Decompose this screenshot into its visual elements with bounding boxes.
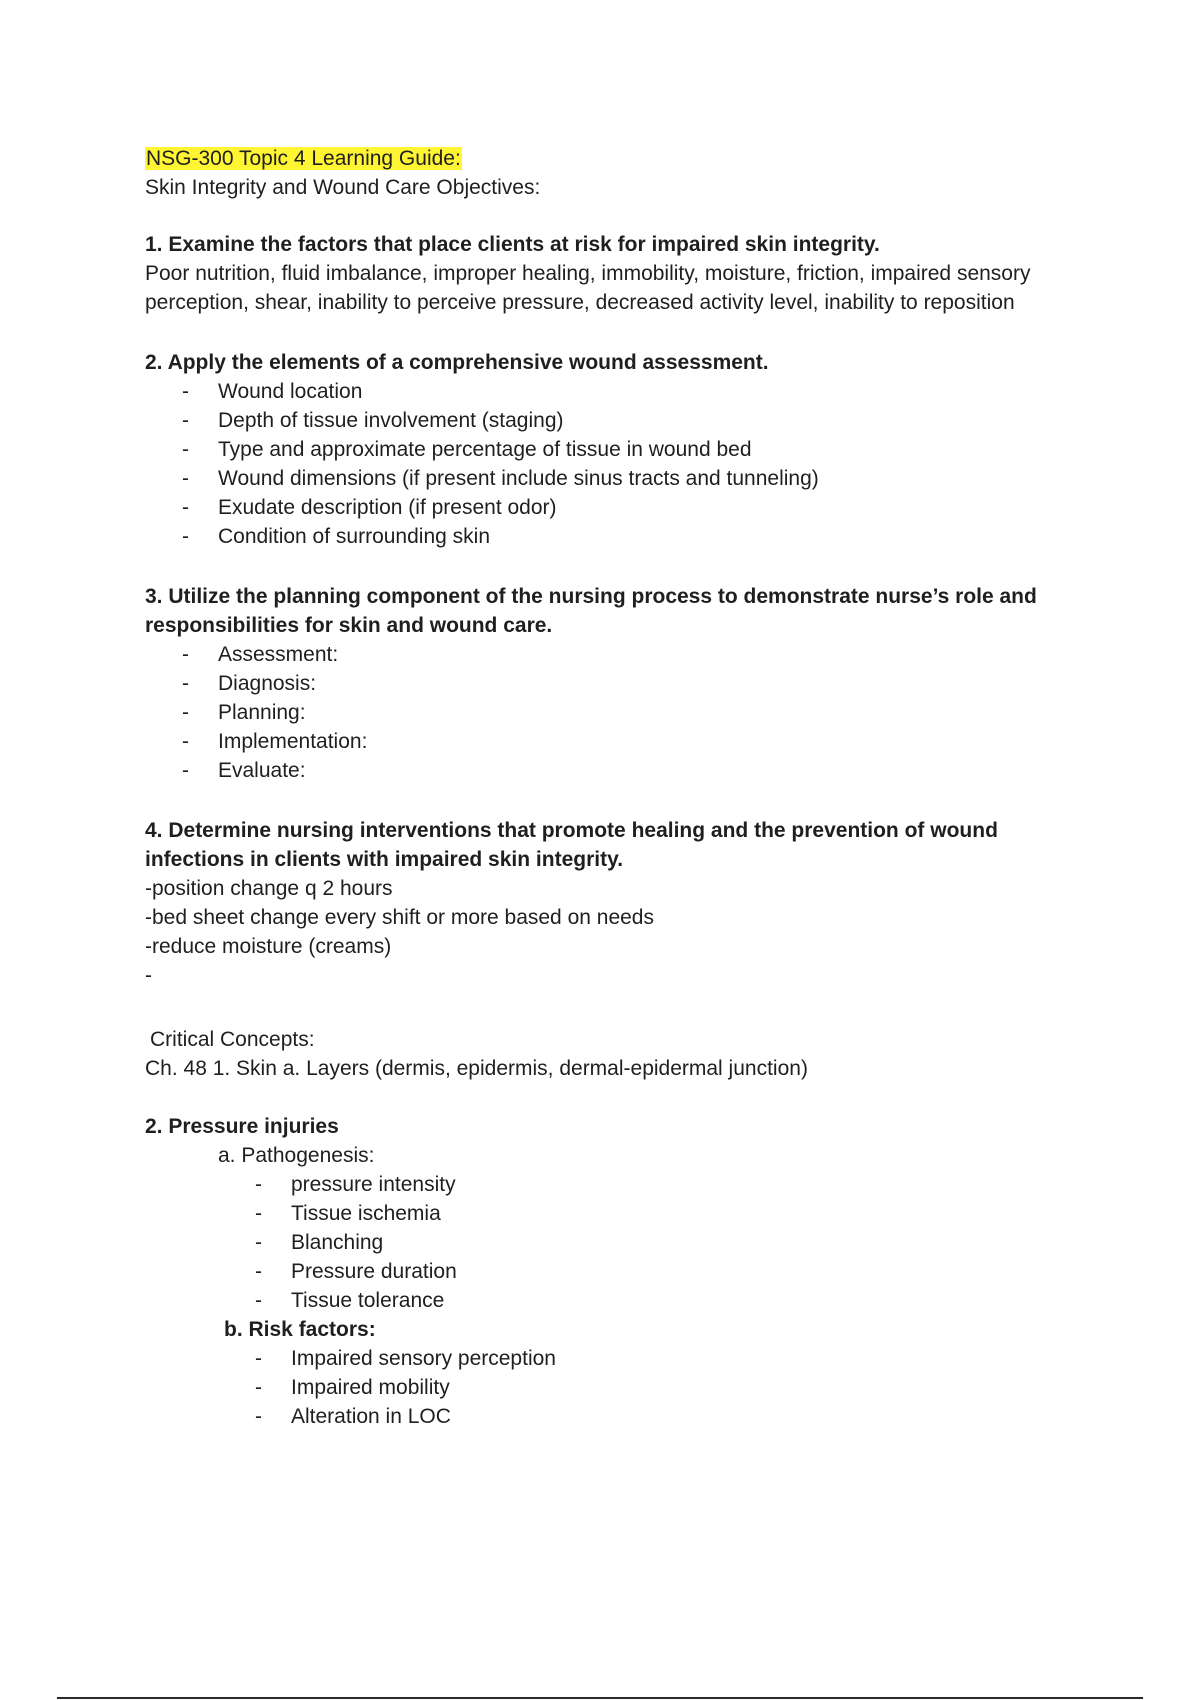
bullet-text: Assessment: — [218, 643, 339, 666]
bullet-text: Pressure duration — [291, 1260, 457, 1283]
objective-1-heading: 1. Examine the factors that place clients at risk for impaired skin integrity. — [145, 233, 880, 256]
objective-4-body-line: -position change q 2 hours — [145, 877, 393, 900]
doc-title — [145, 144, 462, 173]
objective-4-heading: 4. Determine nursing interventions that promote healing and the prevention of wound — [145, 819, 998, 842]
bullet-dash: - — [182, 409, 189, 432]
critical-concepts-label: Critical Concepts: — [150, 1028, 315, 1051]
bullet-dash: - — [255, 1405, 262, 1428]
bullet-text: Wound dimensions (if present include sinus tracts and tunneling) — [218, 467, 819, 490]
doc-title-highlight: NSG-300 Topic 4 Learning Guide: — [146, 147, 461, 170]
objective-4-body-line: -bed sheet change every shift or more based on needs — [145, 906, 654, 929]
bullet-dash: - — [255, 1231, 262, 1254]
bullet-text: pressure intensity — [291, 1173, 456, 1196]
objective-4-body-line: -reduce moisture (creams) — [145, 935, 392, 958]
bullet-text: Wound location — [218, 380, 363, 403]
bullet-dash: - — [182, 380, 189, 403]
bullet-text: Condition of surrounding skin — [218, 525, 490, 548]
bullet-dash: - — [182, 643, 189, 666]
bullet-dash: - — [182, 701, 189, 724]
pathogenesis-label: a. Pathogenesis: — [218, 1144, 375, 1167]
bullet-text: Blanching — [291, 1231, 384, 1254]
bullet-dash: - — [182, 467, 189, 490]
objective-1-body-line: perception, shear, inability to perceive pressure, decreased activity level, inability to reposition — [145, 291, 1015, 314]
bullet-dash: - — [255, 1260, 262, 1283]
objective-3-heading: 3. Utilize the planning component of the nursing process to demonstrate nurse’s role and — [145, 585, 1037, 608]
bullet-text: Impaired mobility — [291, 1376, 450, 1399]
bullet-text: Type and approximate percentage of tissue in wound bed — [218, 438, 752, 461]
critical-skin-line: Ch. 48 1. Skin a. Layers (dermis, epidermis, dermal-epidermal junction) — [145, 1057, 808, 1080]
bullet-text: Exudate description (if present odor) — [218, 496, 557, 519]
objective-4-heading: infections in clients with impaired skin integrity. — [145, 848, 624, 871]
bullet-text: Impaired sensory perception — [291, 1347, 556, 1370]
risk-factors-label: b. Risk factors: — [224, 1318, 376, 1341]
objective-2-heading: 2. Apply the elements of a comprehensive wound assessment. — [145, 351, 769, 374]
bullet-dash: - — [182, 438, 189, 461]
objective-3-heading: responsibilities for skin and wound care. — [145, 614, 553, 637]
doc-subtitle: Skin Integrity and Wound Care Objectives: — [145, 176, 541, 199]
bullet-text: Evaluate: — [218, 759, 306, 782]
bullet-text: Diagnosis: — [218, 672, 317, 695]
bullet-dash: - — [182, 496, 189, 519]
bullet-dash: - — [255, 1289, 262, 1312]
bullet-dash: - — [182, 730, 189, 753]
bullet-text: Alteration in LOC — [291, 1405, 451, 1428]
bullet-dash: - — [255, 1347, 262, 1370]
bullet-dash: - — [182, 759, 189, 782]
footer-rule — [57, 1697, 1143, 1699]
bullet-text: Tissue tolerance — [291, 1289, 445, 1312]
pressure-injuries-heading: 2. Pressure injuries — [145, 1115, 339, 1138]
bullet-text: Depth of tissue involvement (staging) — [218, 409, 564, 432]
bullet-dash: - — [255, 1202, 262, 1225]
bullet-text: Implementation: — [218, 730, 368, 753]
bullet-dash: - — [255, 1376, 262, 1399]
bullet-text: Tissue ischemia — [291, 1202, 441, 1225]
bullet-dash: - — [255, 1173, 262, 1196]
objective-1-body-line: Poor nutrition, fluid imbalance, improper healing, immobility, moisture, friction, impaired sensory — [145, 262, 1031, 285]
bullet-dash: - — [182, 525, 189, 548]
bullet-text: Planning: — [218, 701, 306, 724]
objective-4-body-line: - — [145, 964, 152, 987]
bullet-dash: - — [182, 672, 189, 695]
